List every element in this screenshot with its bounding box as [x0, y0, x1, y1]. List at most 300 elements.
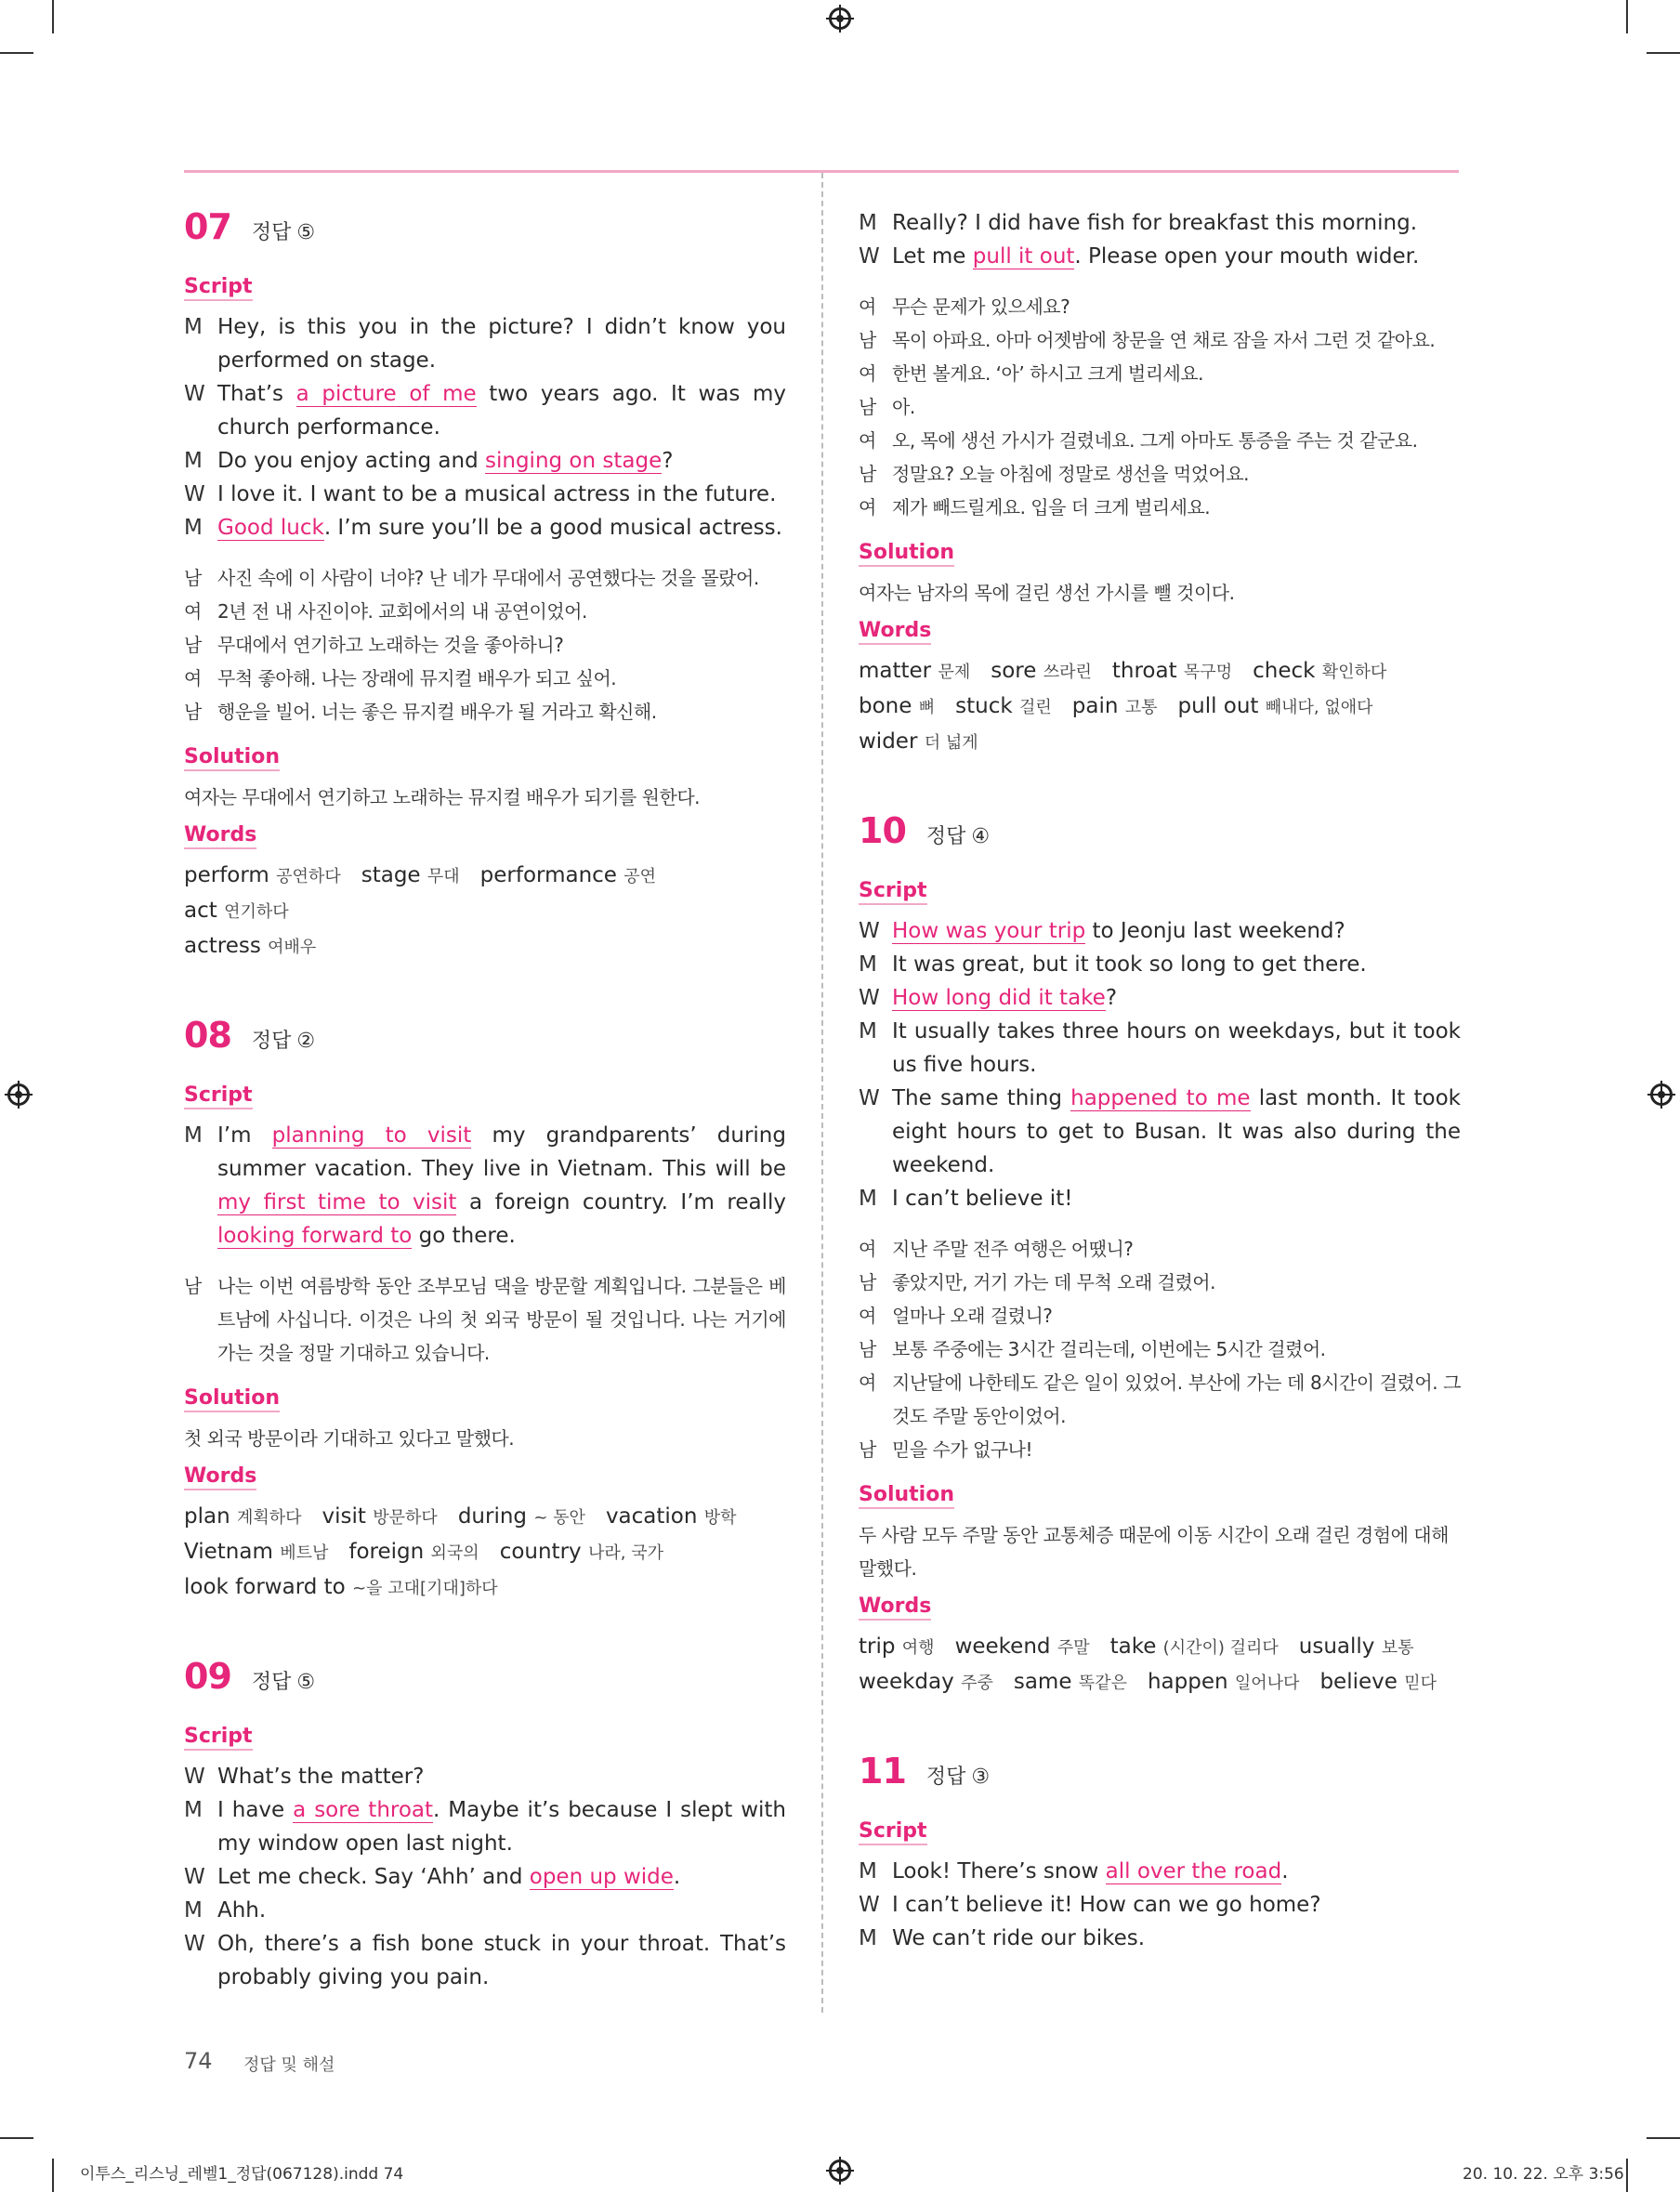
speaker: 남: [859, 329, 876, 351]
translation-text: 한번 볼게요. ‘아’ 하시고 크게 벌리세요.: [892, 362, 1204, 385]
words-label: Words: [859, 1595, 931, 1621]
vocab-english: pain: [1071, 694, 1125, 718]
translation-text: 2년 전 내 사진이야. 교회에서의 내 공연이었어.: [217, 600, 587, 623]
vocab-english: during: [457, 1504, 534, 1529]
answer-mark: ④: [971, 825, 991, 848]
vocab-meaning: 똑같은: [1078, 1674, 1127, 1693]
speaker: M: [859, 211, 877, 235]
dialogue-text: [892, 240, 1461, 273]
vocab-english: pull out: [1177, 694, 1266, 718]
solution-label: Solution: [184, 1386, 280, 1412]
dialogue-text: [892, 1888, 1461, 1922]
crop-mark: [1647, 2137, 1680, 2139]
vocab-item: [859, 1634, 935, 1659]
translation-line: [859, 1299, 1461, 1332]
vocab-item: [1148, 1670, 1299, 1694]
speaker: M: [184, 315, 203, 339]
script-lines: [859, 914, 1461, 1215]
vocab-english: usually: [1298, 1634, 1382, 1659]
vocab-english: stage: [361, 863, 427, 887]
speaker: W: [184, 382, 205, 406]
dialogue-line: [859, 1888, 1461, 1922]
vocab-item: [1178, 694, 1373, 718]
translation-line: [184, 561, 786, 595]
vocab-english: actress: [184, 934, 269, 958]
solution-text: 여자는 무대에서 연기하고 노래하는 뮤지컬 배우가 되기를 원한다.: [184, 786, 700, 808]
crop-mark: [52, 2159, 54, 2192]
translation-line: [184, 628, 786, 662]
vocab-english: plan: [184, 1504, 237, 1529]
speaker: 여: [859, 496, 876, 518]
vocab-item: [184, 1540, 328, 1564]
dialogue-text: [892, 1082, 1461, 1182]
script-label: Script: [859, 879, 927, 905]
dialogue-line: [859, 206, 1461, 240]
vocab-meaning: 방학: [703, 1508, 737, 1528]
crop-mark: [52, 0, 54, 33]
vocab-meaning: 뼈: [918, 698, 936, 717]
dialogue-text: [217, 444, 786, 478]
dialogue-line: [859, 1015, 1461, 1082]
highlighted-phrase: singing on stage: [485, 449, 663, 473]
translation-text: 지난달에 나한테도 같은 일이 있었어. 부산에 가는 데 8시간이 걸렸어. 그것도 주말 동안이었어.: [892, 1372, 1461, 1427]
translation-text: 아.: [892, 396, 915, 418]
vocab-english: weekend: [954, 1634, 1057, 1659]
words-row: [859, 689, 1461, 725]
translation-text: 목이 아파요. 아마 어젯밤에 창문을 연 채로 잠을 자서 그런 것 같아요.: [892, 329, 1436, 351]
translation-text: 좋았지만, 거기 가는 데 무척 오래 걸렸어.: [892, 1271, 1215, 1293]
vocab-item: [955, 694, 1052, 718]
speaker: W: [859, 244, 880, 269]
translation-line: [859, 323, 1461, 357]
highlighted-phrase: happened to me: [1070, 1086, 1251, 1110]
text-run: ?: [662, 449, 674, 473]
question-08: [184, 1015, 786, 1606]
words-row: [184, 1570, 786, 1606]
dialogue-text: [892, 914, 1461, 948]
translation-text: 제가 빼드릴게요. 입을 더 크게 벌리세요.: [892, 496, 1211, 518]
vocab-english: throat: [1111, 659, 1184, 683]
vocab-english: trip: [859, 1634, 902, 1659]
dialogue-text: [892, 206, 1461, 240]
text-run: .: [673, 1865, 681, 1889]
vocab-english: check: [1253, 659, 1322, 683]
dialogue-line: [184, 1894, 786, 1927]
vocab-english: visit: [322, 1504, 374, 1529]
vocab-english: bone: [859, 694, 919, 718]
speaker: M: [859, 1926, 877, 1950]
text-run: I have: [217, 1798, 294, 1822]
text-run: Really? I did have fish for breakfast this morning.: [892, 211, 1418, 235]
dialogue-text: [217, 1894, 786, 1927]
vocab-meaning: 보통: [1381, 1638, 1414, 1658]
translation-line: [184, 1269, 786, 1370]
translation-text: 오, 목에 생선 가시가 걸렸네요. 그게 아마도 통증을 주는 것 같군요.: [892, 429, 1418, 452]
speaker: 남: [184, 567, 202, 589]
speaker: W: [184, 482, 205, 506]
highlighted-phrase: a picture of me: [295, 382, 477, 406]
script-label: Script: [184, 275, 253, 301]
speaker: 남: [184, 1275, 202, 1297]
words-label: Words: [184, 1464, 256, 1490]
answer-label: 정답: [925, 825, 966, 848]
speaker: W: [184, 1765, 205, 1789]
text-run: a foreign country. I’m really: [456, 1190, 787, 1214]
speaker: 여: [859, 1305, 876, 1327]
translation-line: [859, 1266, 1461, 1299]
vocab-item: [500, 1540, 663, 1564]
dialogue-text: [892, 1922, 1461, 1955]
vocab-english: matter: [859, 659, 938, 683]
text-run: to Jeonju last weekend?: [1085, 919, 1345, 943]
vocab-meaning: 무대: [427, 867, 460, 886]
vocab-item: [859, 729, 978, 754]
text-run: We can’t ride our bikes.: [892, 1926, 1146, 1950]
speaker: W: [859, 1086, 880, 1110]
script-label: Script: [859, 1819, 927, 1845]
translation-text: 무대에서 연기하고 노래하는 것을 좋아하니?: [217, 634, 564, 656]
words-row: [184, 859, 786, 929]
dialogue-text: [217, 1793, 786, 1860]
korean-translation: [859, 290, 1461, 524]
question-07: [184, 206, 786, 965]
vocab-item: [458, 1504, 585, 1529]
vocab-english: weekday: [859, 1670, 962, 1694]
highlighted-phrase: open up wide: [529, 1865, 674, 1889]
vocab-item: [955, 1634, 1090, 1659]
registration-mark-icon: [829, 7, 851, 30]
text-run: I can’t believe it! How can we go home?: [892, 1893, 1321, 1917]
vocab-item: [480, 863, 656, 887]
script-lines: [184, 1119, 786, 1253]
vocab-meaning: 주말: [1057, 1638, 1090, 1658]
dialogue-line: [859, 914, 1461, 948]
text-run: Look! There’s snow: [892, 1859, 1106, 1884]
vocab-english: sore: [991, 659, 1043, 683]
vocab-item: [1319, 1670, 1437, 1694]
text-run: Oh, there’s a fish bone stuck in your throat. That’s probably giving you pain.: [217, 1932, 786, 1989]
vocab-meaning: 방문하다: [373, 1508, 438, 1528]
question-header: [184, 1015, 786, 1061]
vocab-english: believe: [1319, 1670, 1405, 1694]
solution-text: 여자는 남자의 목에 걸린 생선 가시를 뺄 것이다.: [859, 582, 1235, 604]
speaker: W: [184, 1865, 205, 1889]
words-row: [859, 725, 1461, 760]
speaker: 여: [184, 667, 202, 689]
text-run: It was great, but it took so long to get there.: [892, 952, 1367, 977]
solution-label: Solution: [859, 1483, 954, 1509]
dialogue-text: [217, 478, 786, 511]
korean-translation: [859, 1232, 1461, 1466]
speaker: 남: [859, 396, 876, 418]
vocab-english: wider: [859, 729, 925, 754]
registration-mark-icon: [1650, 1083, 1673, 1106]
vocab-meaning: 계획하다: [236, 1508, 302, 1528]
vocab-item: [322, 1504, 438, 1529]
text-run: Let me: [892, 244, 973, 269]
highlighted-phrase: looking forward to: [217, 1224, 413, 1248]
words-list: [859, 1630, 1461, 1700]
vocab-meaning: 걸린: [1018, 698, 1052, 717]
text-run: . Please open your mouth wider.: [1074, 244, 1420, 269]
dialogue-line: [184, 511, 786, 545]
dialogue-line: [184, 478, 786, 511]
text-run: Ahh.: [217, 1898, 267, 1923]
vocab-item: [1014, 1670, 1127, 1694]
vocab-english: act: [184, 899, 225, 923]
text-run: What’s the matter?: [217, 1765, 425, 1789]
speaker: 여: [859, 362, 876, 385]
left-column: [184, 206, 786, 1994]
vocab-meaning: 여배우: [268, 938, 317, 957]
vocab-item: [1253, 659, 1386, 683]
answer-label: 정답: [251, 1671, 292, 1694]
dialogue-line: [859, 1922, 1461, 1955]
speaker: M: [184, 516, 203, 540]
dialogue-line: [859, 1082, 1461, 1182]
vocab-meaning: ~을 고대[기대]하다: [352, 1579, 498, 1598]
slug-timestamp: 20. 10. 22. 오후 3:56: [1463, 2165, 1624, 2184]
answer-mark: ⑤: [296, 1671, 316, 1694]
registration-mark-icon: [7, 1083, 30, 1106]
dialogue-line: [859, 1182, 1461, 1215]
vocab-english: vacation: [605, 1504, 704, 1529]
text-run: my grandparents’ during summer vacation. They live in Vietnam. This will be: [217, 1123, 786, 1181]
speaker: M: [184, 1123, 203, 1148]
translation-text: 무척 좋아해. 나는 장래에 뮤지컬 배우가 되고 싶어.: [217, 667, 617, 689]
dialogue-line: [859, 948, 1461, 981]
translation-text: 믿을 수가 없구나!: [892, 1438, 1032, 1461]
vocab-meaning: 여행: [901, 1638, 935, 1658]
words-row: [859, 1630, 1461, 1665]
answer-label: 정답: [251, 221, 292, 244]
speaker: 여: [859, 1372, 876, 1394]
script-lines: [859, 206, 1461, 273]
footer-title: 정답 및 해설: [243, 2055, 335, 2075]
text-run: Let me check. Say ‘Ahh’ and: [217, 1865, 530, 1889]
words-list: [184, 859, 786, 965]
question-header: [184, 206, 786, 253]
vocab-english: perform: [184, 863, 277, 887]
korean-translation: [184, 561, 786, 728]
dialogue-text: [217, 1860, 786, 1894]
text-run: I’m: [217, 1123, 272, 1148]
dialogue-line: [184, 1793, 786, 1860]
vocab-item: [859, 694, 935, 718]
translation-text: 무슨 문제가 있으세요?: [892, 295, 1070, 318]
text-run: That’s: [217, 382, 296, 406]
vocab-item: [1112, 659, 1232, 683]
speaker: 남: [184, 701, 202, 723]
highlighted-phrase: a sore throat: [293, 1798, 434, 1822]
words-row: [184, 1535, 786, 1570]
vocab-english: performance: [479, 863, 624, 887]
words-row: [859, 1665, 1461, 1700]
dialogue-text: [892, 981, 1461, 1015]
highlighted-phrase: planning to visit: [271, 1123, 472, 1148]
translation-text: 행운을 빌어. 너는 좋은 뮤지컬 배우가 될 거라고 확신해.: [217, 701, 657, 723]
dialogue-line: [859, 1855, 1461, 1888]
highlighted-phrase: Good luck: [217, 516, 324, 540]
vocab-item: [184, 934, 316, 958]
words-list: [184, 1500, 786, 1606]
highlighted-phrase: How was your trip: [892, 919, 1086, 943]
vocab-english: foreign: [348, 1540, 431, 1564]
highlighted-phrase: pull it out: [972, 244, 1075, 269]
question-header: [184, 1656, 786, 1702]
text-run: The same thing: [892, 1086, 1071, 1110]
crop-mark: [0, 52, 33, 54]
script-lines: [859, 1855, 1461, 1955]
translation-line: [859, 357, 1461, 390]
translation-text: 지난 주말 전주 여행은 어땠니?: [892, 1238, 1134, 1260]
translation-line: [859, 290, 1461, 323]
solution-text: 두 사람 모두 주말 동안 교통체증 때문에 이동 시간이 오래 걸린 경험에 대해 말했다.: [859, 1524, 1449, 1580]
question-09: [184, 1656, 786, 1994]
vocab-meaning: 빼내다, 없애다: [1265, 698, 1373, 717]
crop-mark: [1626, 2159, 1628, 2192]
speaker: 여: [859, 1238, 876, 1260]
translation-line: [184, 695, 786, 728]
vocab-item: [361, 863, 460, 887]
vocab-item: [859, 1670, 993, 1694]
script-lines: [184, 310, 786, 545]
words-label: Words: [859, 619, 931, 645]
speaker: M: [859, 1187, 877, 1211]
vocab-meaning: ~ 동안: [533, 1508, 585, 1528]
text-run: It usually takes three hours on weekdays, but it took us five hours.: [892, 1019, 1461, 1077]
speaker: 남: [859, 1438, 876, 1461]
vocab-meaning: 나라, 국가: [587, 1543, 663, 1563]
vocab-english: look forward to: [184, 1575, 353, 1599]
dialogue-line: [184, 1927, 786, 1994]
translation-text: 사진 속에 이 사람이 너야? 난 네가 무대에서 공연했다는 것을 몰랐어.: [217, 567, 759, 589]
dialogue-text: [217, 511, 786, 545]
vocab-item: [184, 899, 289, 923]
translation-text: 얼마나 오래 걸렸니?: [892, 1305, 1053, 1327]
dialogue-line: [184, 377, 786, 444]
speaker: 남: [859, 463, 876, 485]
solution-text: 첫 외국 방문이라 기대하고 있다고 말했다.: [184, 1427, 515, 1450]
vocab-item: [184, 1575, 498, 1599]
question-header: [859, 1751, 1461, 1797]
korean-translation: [184, 1269, 786, 1370]
script-label: Script: [184, 1725, 253, 1751]
vocab-meaning: 문제: [938, 663, 971, 682]
speaker: W: [859, 986, 880, 1010]
highlighted-phrase: my first time to visit: [217, 1190, 457, 1214]
dialogue-line: [184, 1860, 786, 1894]
dialogue-line: [184, 310, 786, 377]
vocab-meaning: 공연: [623, 867, 657, 886]
dialogue-text: [217, 1760, 786, 1793]
translation-line: [859, 1366, 1461, 1433]
dialogue-line: [859, 981, 1461, 1015]
vocab-item: [606, 1504, 737, 1529]
text-run: last month. It took eight hours to get to Busan. It was also during the weekend.: [892, 1086, 1461, 1177]
text-run: I can’t believe it!: [892, 1187, 1073, 1211]
registration-mark-icon: [829, 2159, 851, 2182]
answer-mark: ③: [971, 1765, 991, 1789]
speaker: M: [184, 1798, 203, 1822]
translation-line: [184, 662, 786, 695]
vocab-item: [184, 1504, 302, 1529]
page-number: 74: [184, 2048, 213, 2074]
vocab-meaning: 믿다: [1404, 1674, 1437, 1693]
dialogue-text: [892, 948, 1461, 981]
script-lines: [184, 1760, 786, 1994]
question-number: 08: [184, 1015, 231, 1056]
vocab-meaning: 일어나다: [1234, 1674, 1300, 1693]
answer-mark: ⑤: [296, 221, 316, 244]
speaker: 남: [184, 634, 202, 656]
speaker: M: [859, 1019, 877, 1043]
vocab-meaning: 주중: [961, 1674, 993, 1693]
vocab-meaning: 쓰라린: [1043, 663, 1092, 682]
text-run: ?: [1105, 986, 1118, 1010]
speaker: 여: [859, 429, 876, 452]
words-row: [184, 1500, 786, 1535]
text-run: .: [1281, 1859, 1289, 1884]
vocab-meaning: 공연하다: [276, 867, 341, 886]
column-divider: [821, 173, 823, 2013]
answer-label: 정답: [925, 1765, 966, 1789]
right-column: [859, 206, 1461, 1955]
question-number: 11: [859, 1751, 906, 1792]
crop-mark: [1647, 52, 1680, 54]
script-label: Script: [184, 1083, 253, 1109]
dialogue-text: [892, 1015, 1461, 1082]
speaker: M: [184, 1898, 203, 1923]
translation-text: 정말요? 오늘 아침에 정말로 생선을 먹었어요.: [892, 463, 1250, 485]
dialogue-line: [184, 1760, 786, 1793]
highlighted-phrase: all over the road: [1105, 1859, 1282, 1884]
vocab-english: stuck: [955, 694, 1019, 718]
speaker: M: [859, 952, 877, 977]
words-list: [859, 654, 1461, 760]
question-09-continued: [859, 206, 1461, 760]
question-10: [859, 810, 1461, 1700]
answer-label: 정답: [251, 1030, 292, 1053]
vocab-english: take: [1109, 1634, 1163, 1659]
speaker: M: [859, 1859, 877, 1884]
speaker: 여: [184, 600, 202, 623]
dialogue-line: [859, 240, 1461, 273]
dialogue-text: [217, 310, 786, 377]
crop-mark: [0, 2137, 33, 2139]
dialogue-line: [184, 1119, 786, 1253]
vocab-meaning: 베트남: [280, 1543, 329, 1563]
dialogue-text: [892, 1182, 1461, 1215]
speaker: W: [859, 919, 880, 943]
solution-label: Solution: [859, 541, 954, 567]
vocab-english: same: [1013, 1670, 1079, 1694]
speaker: M: [184, 449, 203, 473]
vocab-meaning: (시간이) 걸리다: [1162, 1638, 1279, 1658]
vocab-meaning: 목구멍: [1183, 663, 1233, 682]
vocab-meaning: 더 넓게: [924, 733, 978, 753]
speaker: W: [184, 1932, 205, 1956]
question-header: [859, 810, 1461, 857]
vocab-english: happen: [1147, 1670, 1235, 1694]
highlighted-phrase: How long did it take: [892, 986, 1106, 1010]
question-number: 09: [184, 1656, 231, 1697]
vocab-item: [184, 863, 341, 887]
translation-line: [184, 595, 786, 628]
vocab-meaning: 고통: [1124, 698, 1158, 717]
solution-label: Solution: [184, 745, 280, 771]
words-row: [859, 654, 1461, 689]
